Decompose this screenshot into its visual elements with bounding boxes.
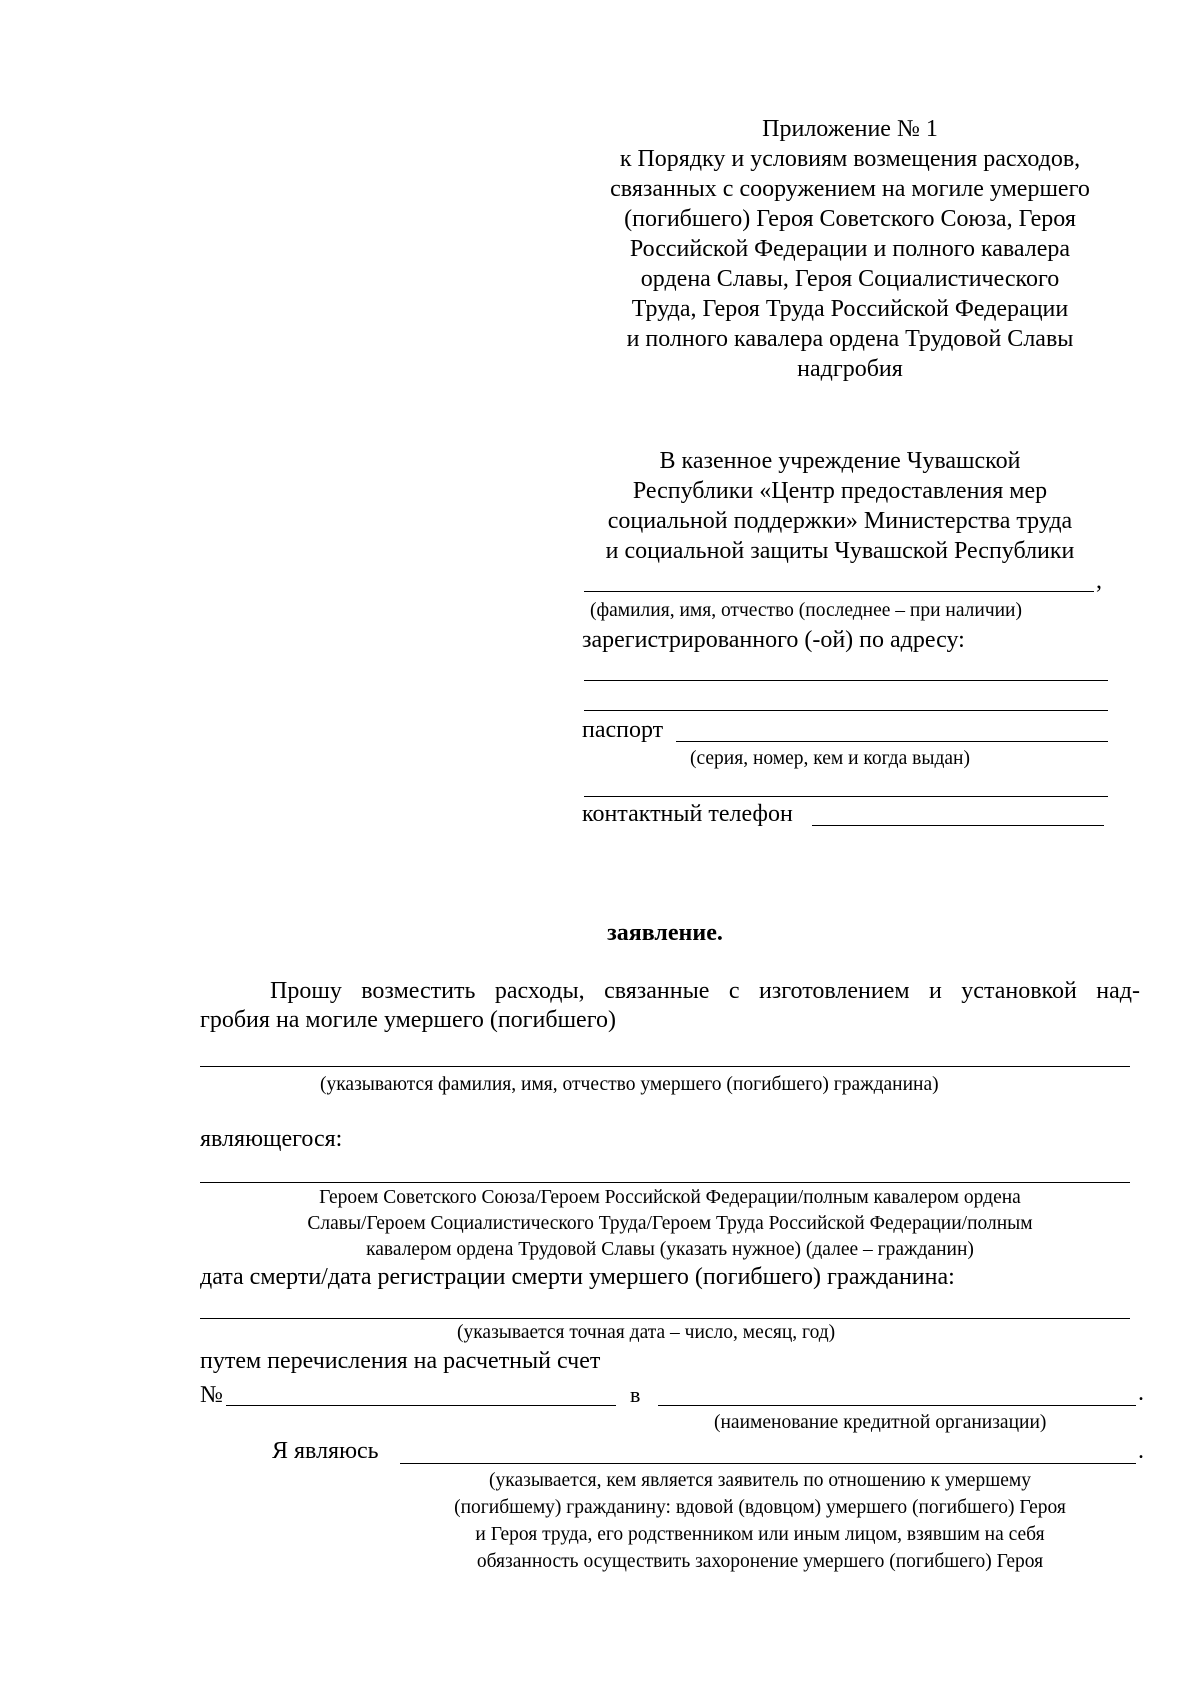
i-am-label: Я являюсь: [272, 1438, 379, 1464]
addressee-line: социальной поддержки» Министерства труда: [607, 508, 1073, 534]
addressee-line: В казенное учреждение Чувашской: [659, 448, 1021, 474]
document-title: заявление.: [607, 920, 723, 946]
passport-caption: (серия, номер, кем и когда выдан): [690, 748, 970, 769]
death-date-line[interactable]: [200, 1318, 1130, 1319]
period: .: [1138, 1438, 1144, 1464]
date-caption: (указывается точная дата – число, месяц, год): [457, 1322, 836, 1343]
status-caption-line: Славы/Героем Социалистического Труда/Героем Труда Российской Федерации/полным: [307, 1213, 1033, 1234]
word: с: [728, 978, 740, 1004]
account-label: путем перечисления на расчетный счет: [200, 1348, 601, 1374]
address-line-2[interactable]: [584, 710, 1108, 711]
appendix-line: Российской Федерации и полного кавалера: [629, 236, 1071, 262]
appendix-header: [560, 114, 1140, 384]
addressee-line: Республики «Центр предоставления мер: [632, 478, 1048, 504]
word: установкой: [961, 978, 1077, 1004]
bank-name-line[interactable]: [658, 1405, 1136, 1406]
deceased-name-line[interactable]: [200, 1066, 1130, 1067]
applicant-name-line[interactable]: [584, 591, 1094, 592]
appendix-line: связанных с сооружением на могиле умершего: [610, 176, 1090, 202]
appendix-line: Труда, Героя Труда Российской Федерации: [631, 296, 1069, 322]
comma: ,: [1096, 568, 1102, 594]
appendix-line: ордена Славы, Героя Социалистического: [640, 266, 1060, 292]
number-sign: №: [200, 1382, 223, 1408]
deceased-caption: (указываются фамилия, имя, отчество умершего (погибшего) гражданина): [320, 1074, 939, 1095]
status-line[interactable]: [200, 1182, 1130, 1183]
being-label: являющегося:: [200, 1126, 343, 1152]
appendix-line: (погибшего) Героя Советского Союза, Героя: [624, 206, 1076, 232]
word: изготовлением: [758, 978, 910, 1004]
appendix-line: надгробия: [797, 356, 903, 382]
account-number-line[interactable]: [226, 1405, 616, 1406]
status-caption-line: Героем Советского Союза/Героем Российской Федерации/полным кавалером ордена: [319, 1187, 1021, 1208]
applicant-caption-line: (погибшему) гражданину: вдовой (вдовцом) умершего (погибшего) Героя: [454, 1497, 1066, 1518]
bank-caption: (наименование кредитной организации): [714, 1412, 1047, 1433]
phone-label: контактный телефон: [582, 801, 793, 827]
applicant-caption-line: (указывается, кем является заявитель по отношению к умершему: [489, 1470, 1031, 1491]
applicant-caption-line: обязанность осуществить захоронение умершего (погибшего) Героя: [476, 1551, 1044, 1572]
in-label: в: [630, 1382, 641, 1407]
phone-line[interactable]: [812, 825, 1104, 826]
request-paragraph-line-1: [270, 976, 1140, 1006]
fio-caption: (фамилия, имя, отчество (последнее – при наличии): [590, 600, 1022, 621]
addressee-block: [560, 446, 1120, 566]
passport-line-2[interactable]: [584, 796, 1108, 797]
word: расходы,: [494, 978, 585, 1004]
period: .: [1138, 1380, 1144, 1406]
request-paragraph-line-2: гробия на могиле умершего (погибшего): [200, 1007, 616, 1033]
word: связанные: [604, 978, 710, 1004]
passport-label: паспорт: [582, 717, 664, 743]
addressee-line: и социальной защиты Чувашской Республики: [605, 538, 1075, 564]
applicant-caption: [400, 1468, 1120, 1576]
status-caption: [200, 1185, 1140, 1263]
applicant-relation-line[interactable]: [400, 1463, 1136, 1464]
applicant-caption-line: и Героя труда, его родственником или иным лицом, взявшим на себя: [475, 1524, 1045, 1545]
appendix-line: Приложение № 1: [762, 116, 938, 142]
passport-line[interactable]: [676, 741, 1108, 742]
word: Прошу: [270, 978, 342, 1004]
death-date-label: дата смерти/дата регистрации смерти умершего (погибшего) гражданина:: [200, 1264, 955, 1290]
word: над-: [1096, 978, 1140, 1004]
registered-address-label: зарегистрированного (-ой) по адресу:: [582, 627, 965, 653]
status-caption-line: кавалером ордена Трудовой Славы (указать нужное) (далее – гражданин): [366, 1239, 974, 1260]
appendix-line: к Порядку и условиям возмещения расходов,: [619, 146, 1081, 172]
word: возместить: [361, 978, 476, 1004]
appendix-line: и полного кавалера ордена Трудовой Славы: [626, 326, 1074, 352]
address-line-1[interactable]: [584, 680, 1108, 681]
word: и: [929, 978, 942, 1004]
